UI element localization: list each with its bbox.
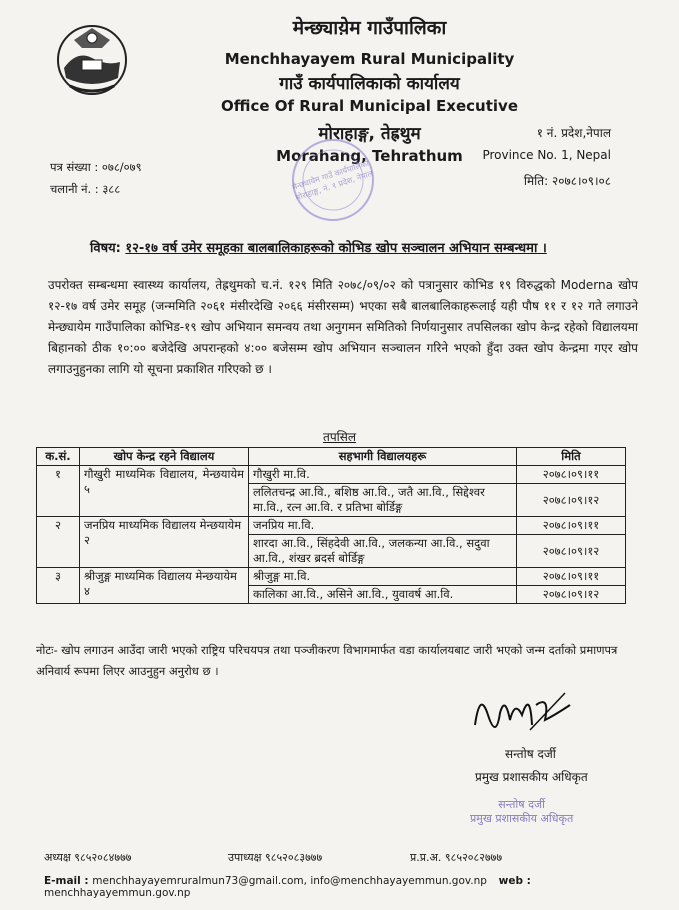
row-schools: श्रीजुङ्ग मा.वि. xyxy=(249,568,517,586)
body-paragraph: उपरोक्त सम्बन्धमा स्वास्थ्य कार्यालय, तेह्रथुमको च.नं. १२९ मिति २०७८/०९/०२ को पत्रानुसार कोभिड १९ विरुद्धको Moderna खोप १२-१७ वर्ष उमेर समूह (जन्ममिति २०६१ मंसीरदेखि २०६६ मंसीरसम्म) भएका सबै बालबालिकाहरूलाई यही पौष ११ र १२ गते लगाउने मेन्छ्यायेम गाउँपालिका कोभिड-१९ खोप अभियान समन्वय तथा अनुगमन समितिको निर्णयानुसार तपसिलका खोप केन्द्र रहेको विद्यालयमा बिहानको ठीक १०:०० बजेदेखि अपरान्हको ४:०० बजेसम्म खोप अभियान सञ्चालन गरिने भएको हुँदा उक्त खोप केन्द्रमा गएर खोप लगाउनुहुनका लागि यो सूचना प्रकाशित गरिएको छ । xyxy=(48,278,638,376)
signature-stamp-name: सन्तोष दर्जी xyxy=(498,798,545,811)
web-label: web : xyxy=(498,875,531,887)
subject-label: विषय: xyxy=(90,241,121,256)
header-np-office: गाउँ कार्यपालिकाको कार्यालय xyxy=(279,74,460,94)
header-np-place: मोराहाङ्ग, तेह्रथुम xyxy=(318,124,421,144)
footer-contact xyxy=(44,875,679,899)
row-schools: शारदा आ.वि., सिंहदेवी आ.वि., जलकन्या आ.वि., सदुवा आ.वि., शंखर ब्रदर्स बोर्डिङ्ग xyxy=(249,535,517,568)
email-label: E-mail : xyxy=(44,875,89,887)
subject-text: १२-१७ वर्ष उमेर समूहका बालबालिकाहरूको कोभिड खोप सञ्चालन अभियान सम्बन्धमा । xyxy=(125,241,547,256)
row-center: गौखुरी माध्यमिक विद्यालय, मेन्छयायेम ५ xyxy=(80,466,249,517)
row-date: २०७८।०९।१२ xyxy=(517,484,626,517)
signature-stamp-title: प्रमुख प्रशासकीय अधिकृत xyxy=(470,812,574,825)
col-header-date: मिति xyxy=(517,448,626,466)
province-np: १ नं. प्रदेश,नेपाल xyxy=(536,126,611,140)
note-paragraph: नोटः- खोप लगाउन आउँदा जारी भएको राष्ट्रिय परिचयपत्र तथा पञ्जीकरण विभागमार्फत वडा कार्यालयबाट जारी भएको जन्म दर्ताको प्रमाणपत्र अनिवार्य रूपमा लिएर आउनुहुन अनुरोध छ । xyxy=(36,643,618,678)
signatory-title: प्रमुख प्रशासकीय अधिकृत xyxy=(475,770,588,784)
header-en-place: Morahang, Tehrathum xyxy=(276,147,463,165)
col-header-sn: क.सं. xyxy=(37,448,80,466)
footer-chair-phone: अध्यक्ष ९८५२०८४७७७ xyxy=(44,851,132,864)
subject-line xyxy=(90,238,547,256)
row-schools: गौखुरी मा.वि. xyxy=(249,466,517,484)
footer-cao-phone: प्र.प्र.अ. ९८५२०८२७७७ xyxy=(410,851,503,864)
footer-vice-phone: उपाध्यक्ष ९८५२०८३७७७ xyxy=(228,851,323,864)
row-date: २०७८।०९।१२ xyxy=(517,586,626,604)
row-schools: कालिका आ.वि., असिने आ.वि., युवावर्ष आ.वि. xyxy=(249,586,517,604)
row-schools: ललितचन्द्र आ.वि., बशिष्ठ आ.वि., जतै आ.वि., सिद्देश्वर मा.वि., रत्न आ.वि. र प्रतिभा बोर्डिङ्ग xyxy=(249,484,517,517)
email-address[interactable]: menchhayayemruralmun73@gmail.com, info@menchhayayemmun.gov.np xyxy=(92,875,487,887)
row-center: जनप्रिय माध्यमिक विद्यालय मेन्छयायेम २ xyxy=(80,517,249,568)
row-date: २०७८।०९।११ xyxy=(517,466,626,484)
row-schools: जनप्रिय मा.वि. xyxy=(249,517,517,535)
header-np-name: मेन्छ्याय़ेम गाउँपालिका xyxy=(292,17,447,39)
letter-date: मिति: २०७८।०९।०८ xyxy=(523,174,611,188)
signature-stamp xyxy=(470,798,573,826)
row-date: २०७८।०९।१२ xyxy=(517,535,626,568)
signatory-name: सन्तोष दर्जी xyxy=(505,747,556,761)
table-row xyxy=(37,517,626,535)
signature-image xyxy=(470,685,590,740)
header-en-office: Office Of Rural Municipal Executive xyxy=(221,97,518,115)
row-center: श्रीजुङ्ग माध्यमिक विद्यालय मेन्छयायेम ४ xyxy=(80,568,249,604)
patra-number: पत्र संख्या : ०७८/०७९ xyxy=(50,160,142,174)
row-date: २०७८।०९।११ xyxy=(517,517,626,535)
table-row xyxy=(37,568,626,586)
header-en-name: Menchhayayem Rural Municipality xyxy=(224,50,515,68)
table-row xyxy=(37,466,626,484)
office-stamp-text: मेन्छ्यायेम गाउँ कार्यपालिका मोराहाङ्ग, नं. १ प्रदेश, नेपाल xyxy=(291,158,375,203)
row-sn: २ xyxy=(37,517,80,568)
table-title: तपसिल xyxy=(322,430,356,444)
col-header-center: खोप केन्द्र रहने विद्यालय xyxy=(80,448,249,466)
chalani-number: चलानी नं. : ३८८ xyxy=(50,182,121,196)
col-header-schools: सहभागी विद्यालयहरू xyxy=(249,448,517,466)
web-address[interactable]: menchhayayemmun.gov.np xyxy=(44,887,191,899)
province-en: Province No. 1, Nepal xyxy=(482,148,611,162)
row-sn: १ xyxy=(37,466,80,517)
vaccine-schedule-table xyxy=(36,447,626,604)
row-sn: ३ xyxy=(37,568,80,604)
row-date: २०७८।०९।११ xyxy=(517,568,626,586)
